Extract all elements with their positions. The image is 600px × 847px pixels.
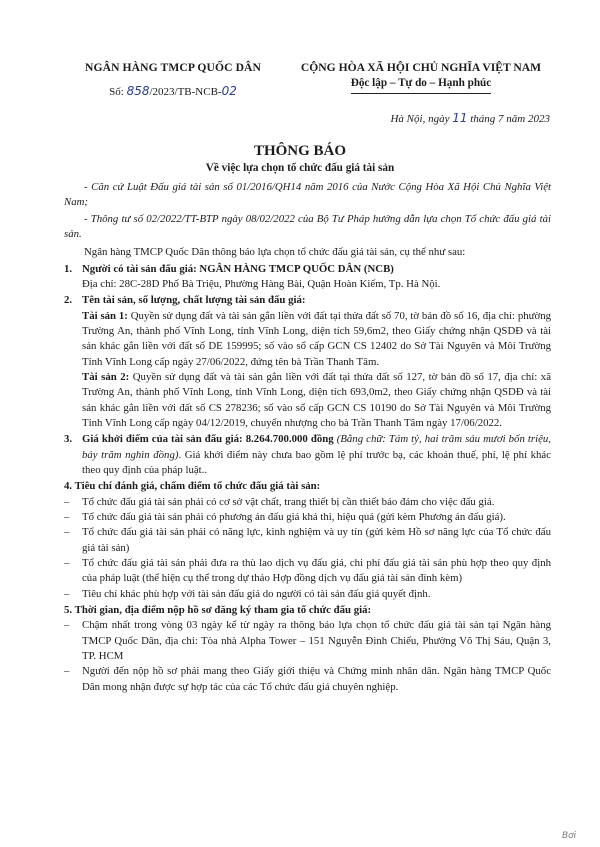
submission-item: – Chậm nhất trong vòng 03 ngày kể từ ngày ra thông báo lựa chọn tổ chức đấu giá tài sản tại Ngân hàng TMCP Quốc Dân, địa chỉ: Tòa nhà Alpha Tower – 151 Nguyễn Đình Chiểu, Phường Võ Thị Sáu, Quận 3, TP. HCM (64, 619, 551, 662)
legal-basis-2: - Thông tư số 02/2022/TT-BTP ngày 08/02/2022 của Bộ Tư Pháp hướng dẫn lựa chọn Tổ chức đấu giá tài sản. (64, 212, 551, 240)
section-1-heading: Người có tài sản đấu giá: NGÂN HÀNG TMCP QUỐC DÂN (NCB) (82, 262, 394, 275)
criterion-item: – Tổ chức đấu giá tài sản phải có cơ sở vật chất, trang thiết bị cần thiết bảo đảm cho việc đấu giá. (64, 495, 495, 508)
nation-name: CỘNG HÒA XÃ HỘI CHỦ NGHĨA VIỆT NAM (300, 61, 542, 74)
section-2-heading: Tên tài sản, số lượng, chất lượng tài sản đấu giá: (82, 294, 306, 307)
handwritten-suffix: 02 (221, 84, 237, 99)
section-4-heading: 4. Tiêu chí đánh giá, chấm điểm tổ chức đấu giá tài sản: (64, 480, 321, 493)
document-subtitle: Về việc lựa chọn tổ chức đấu giá tài sản (205, 162, 395, 174)
criterion-item: – Tổ chức đấu giá tài sản phải có năng lực, kinh nghiệm và uy tín (gửi kèm Hồ sơ năng lực của Tổ chức đấu giá tài sản) (64, 526, 551, 554)
section-1: 1. Người có tài sản đấu giá: NGÂN HÀNG TMCP QUỐC DÂN (NCB) Địa chỉ: 28C-28D Phố Bà Triệu, Phường Hàng Bài, Quận Hoàn Kiếm, Tp. Hà Nội. (64, 262, 551, 293)
section-2: 2. Tên tài sản, số lượng, chất lượng tài sản đấu giá: (64, 293, 551, 308)
issuer-name: NGÂN HÀNG TMCP QUỐC DÂN (85, 61, 261, 74)
issuer-header (62, 60, 284, 101)
section-5 (64, 603, 551, 618)
criterion-item: – Tổ chức đấu giá tài sản phải có phương án đấu giá khả thi, hiệu quả (gửi kèm Phương án đấu giá). (64, 510, 506, 523)
issue-date: Hà Nội, ngày 11 tháng 7 năm 2023 (390, 111, 550, 125)
handwritten-number: 858 (126, 84, 150, 99)
owner-address: Địa chỉ: 28C-28D Phố Bà Triệu, Phường Hàng Bài, Quận Hoàn Kiếm, Tp. Hà Nội. (82, 277, 441, 290)
criterion-item: – Tiêu chí khác phù hợp với tài sản đấu giá do người có tài sản đấu giá quyết định. (64, 587, 431, 600)
intro-paragraph: Ngân hàng TMCP Quốc Dân thông báo lựa chọn tổ chức đấu giá tài sản, cụ thể như sau: (84, 246, 466, 259)
initials-mark: Bơi (562, 831, 577, 841)
submission-item: – Người đến nộp hồ sơ phải mang theo Giấy giới thiệu và Chứng minh nhân dân. Ngân hàng TMCP Quốc Dân mong nhận được sự hợp tác của các Tổ chức đấu giá chuyên nghiệp. (64, 665, 551, 693)
national-motto: Độc lập – Tự do – Hạnh phúc (351, 76, 492, 94)
legal-basis-1: - Căn cứ Luật Đấu giá tài sản số 01/2016/QH14 năm 2016 của Nước Cộng Hòa Xã Hội Chủ Nghĩa Việt Nam; (64, 181, 551, 209)
section-3: 3. Giá khởi điểm của tài sản đấu giá: 8.264.700.000 đồng (Bằng chữ: Tám tỷ, hai trăm sáu mươi bốn triệu, bảy trăm nghìn đồng). Giá khởi điểm này chưa bao gồm lệ phí trước bạ, các khoản thuế, phí, lệ phí khác theo quy định của pháp luật.. (64, 432, 551, 478)
document-body (64, 180, 551, 695)
asset-1: Tài sản 1: Quyền sử dụng đất và tài sản gắn liền với đất tại thửa đất số 70, tờ bản đồ số 16, địa chỉ: phường Trường An, thành phố Vĩnh Long, tỉnh Vĩnh Long, diện tích 59,6m2, theo Giấy chứng nhận QSDĐ và tài sản khác gắn liền với đất số DE 159995; số vào sổ cấp GCN CS 12402 do Sở Tài Nguyên và Môi Trường Tỉnh Vĩnh Long cấp ngày 27/06/2022, đứng tên bà Trần Thanh Tâm. (82, 309, 551, 368)
section-5-heading: 5. Thời gian, địa điểm nộp hồ sơ đăng ký tham gia tổ chức đấu giá: (64, 603, 372, 616)
section-4 (64, 479, 551, 494)
starting-price: Giá khởi điểm của tài sản đấu giá: 8.264.700.000 đồng (Bằng chữ: Tám tỷ, hai trăm sáu mươi bốn triệu, bảy trăm nghìn đồng). Giá khởi điểm này chưa bao gồm lệ phí trước bạ, các khoản thuế, phí, lệ phí khác theo quy định của pháp luật.. (82, 433, 552, 476)
national-header (292, 60, 550, 94)
document-title: THÔNG BÁO (253, 143, 347, 159)
criterion-item: – Tổ chức đấu giá tài sản phải đưa ra thù lao dịch vụ đấu giá, chi phí đấu giá tài sản phù hợp theo quy định của pháp luật (thể hiện cụ thể trong dự thảo Hợp đồng dịch vụ đấu giá tài sản đính kèm) (64, 556, 551, 585)
handwritten-day: 11 (452, 111, 468, 125)
document-number: Số: 858/2023/TB-NCB-02 (109, 84, 237, 99)
asset-2: Tài sản 2: Quyền sử dụng đất và tài sản gắn liền với đất tại thửa đất số 127, tờ bản đồ số 17, địa chỉ: xã Trường An, thành phố Vĩnh Long, tỉnh Vĩnh Long, diện tích 693,0m2, theo Giấy chứng nhận QSDĐ và tài sản khác gắn liền với đất số CS 278236; số vào sổ cấp GCN CS 10190 do Sở Tài Nguyên và Môi Trường Tỉnh Vĩnh Long cấp ngày 04/12/2019, chuyển nhượng cho bà Trần Thanh Tâm ngày 17/06/2022. (82, 370, 551, 429)
